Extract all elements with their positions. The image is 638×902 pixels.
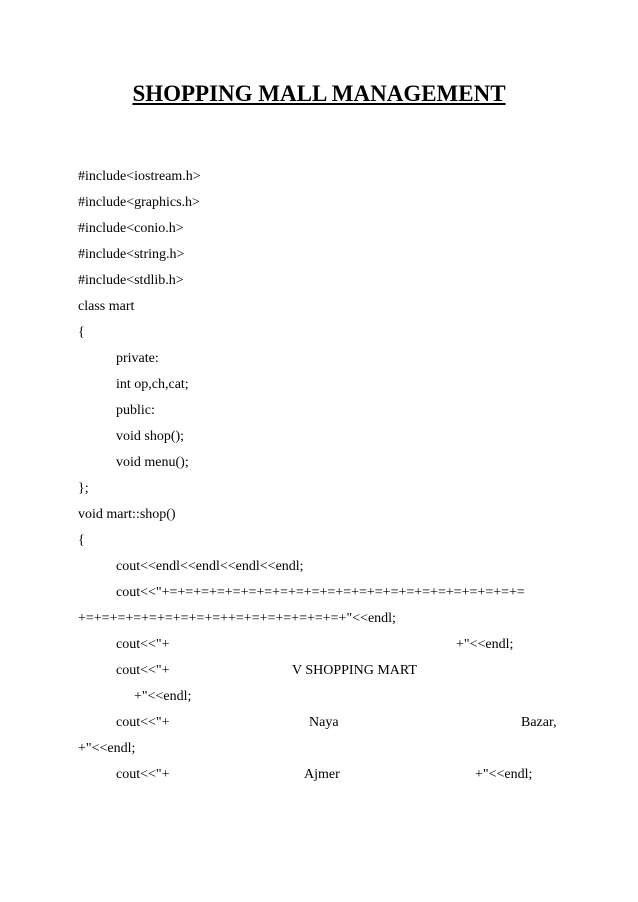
code-line: cout<<"+ bbox=[116, 637, 170, 652]
code-line: { bbox=[78, 533, 85, 548]
code-line: private: bbox=[116, 351, 159, 366]
code-line: #include<graphics.h> bbox=[78, 195, 200, 210]
code-line: }; bbox=[78, 481, 89, 496]
code-line: class mart bbox=[78, 299, 135, 314]
page-title: SHOPPING MALL MANAGEMENT bbox=[132, 81, 506, 106]
code-line: void menu(); bbox=[116, 455, 189, 470]
code-line: +"<<endl; bbox=[456, 637, 514, 652]
code-line: #include<conio.h> bbox=[78, 221, 184, 236]
code-line: V SHOPPING MART bbox=[292, 663, 417, 678]
code-line: void mart::shop() bbox=[78, 507, 176, 522]
code-line: +"<<endl; bbox=[475, 767, 533, 782]
code-line: #include<stdlib.h> bbox=[78, 273, 184, 288]
code-line: Naya bbox=[309, 715, 339, 730]
code-line: cout<<"+ bbox=[116, 663, 170, 678]
code-line: Ajmer bbox=[304, 767, 340, 782]
code-line: +=+=+=+=+=+=+=+=+=++=+=+=+=+=+=+=+"<<endl; bbox=[78, 611, 396, 626]
code-line: +"<<endl; bbox=[134, 689, 192, 704]
code-line: +"<<endl; bbox=[78, 741, 136, 756]
code-line: #include<string.h> bbox=[78, 247, 185, 262]
code-line: #include<iostream.h> bbox=[78, 169, 201, 184]
code-line: int op,ch,cat; bbox=[116, 377, 189, 392]
code-line: void shop(); bbox=[116, 429, 185, 444]
code-line: cout<<"+=+=+=+=+=+=+=+=+=+=+=+=+=+=+=+=+=+=+=+=+=+=+= bbox=[116, 585, 525, 600]
code-line: Bazar, bbox=[521, 715, 557, 730]
code-line: cout<<endl<<endl<<endl<<endl; bbox=[116, 559, 304, 574]
code-line: cout<<"+ bbox=[116, 715, 170, 730]
code-line: cout<<"+ bbox=[116, 767, 170, 782]
code-line: public: bbox=[116, 403, 155, 418]
code-line: { bbox=[78, 325, 85, 340]
